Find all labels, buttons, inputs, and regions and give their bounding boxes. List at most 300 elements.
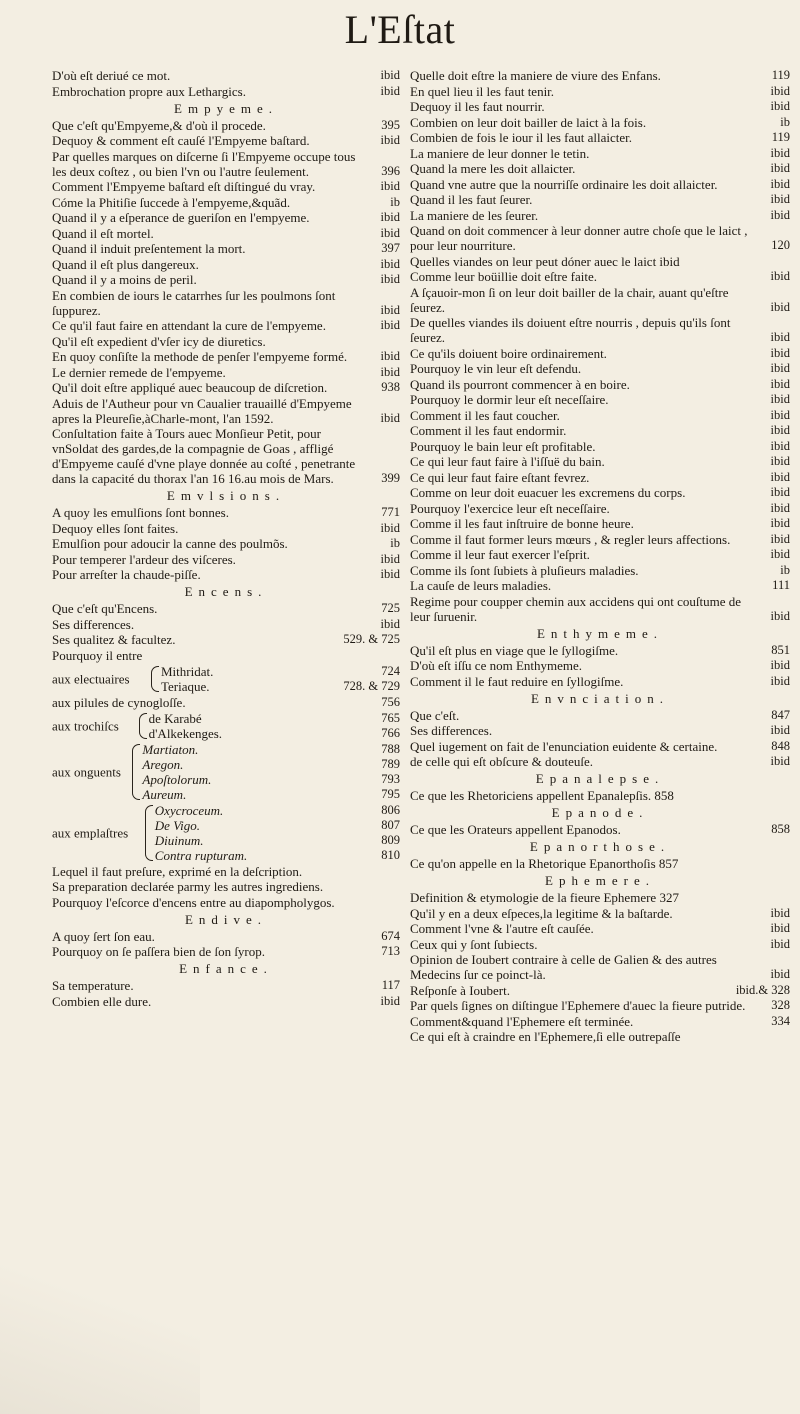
entry-text: Combien on leur doit bailler de laict à la fois. [410, 114, 647, 130]
index-entry [52, 536, 400, 551]
entry-text: D'où eſt deriué ce mot. [52, 68, 171, 83]
page-ref: 789 [381, 756, 400, 771]
page-ref: 713 [381, 944, 400, 958]
index-entry [52, 84, 400, 99]
index-entry [52, 241, 400, 256]
index-entry [52, 648, 400, 663]
page-ref: ibid [770, 723, 790, 737]
group-item [142, 757, 400, 772]
page-ref: ibid [770, 469, 790, 484]
group-item [142, 772, 400, 787]
group-label: aux trochiſcs [52, 718, 119, 733]
page-ref: ibid [770, 299, 790, 314]
index-heading: Enfance. [179, 961, 273, 976]
entry-text: Comme il les faut inſtruire de bonne heure. [410, 516, 634, 531]
page-ref: 396 [381, 163, 400, 178]
page-ref: ibid [770, 754, 790, 768]
entry-text: Que c'eſt qu'Encens. [52, 601, 158, 616]
page-ref: ibid [770, 516, 790, 530]
entry-text: Quel iugement on fait de l'enunciation euidente & certaine. [410, 738, 718, 754]
entry-text: Dequoy & comment eſt cauſé l'Empyeme baſtard. [52, 133, 310, 148]
page-ref: ibid [770, 176, 790, 191]
entry-text: Quelle doit eſtre la maniere de viure des Enfans. [410, 68, 661, 83]
entry-text: Quand vne autre que la nourriſſe ordinaire les doit allaicter. [410, 176, 718, 192]
index-heading: Enthymeme. [536, 625, 664, 641]
entry-text: De quelles viandes ils doiuent eſtre nourris , depuis qu'ils ſont ſeurez. [410, 315, 731, 345]
page-ref: ibid [770, 83, 790, 98]
entry-text: Comment l'Empyeme baſtard eſt diſtingué du vray. [52, 179, 316, 194]
index-entry [52, 695, 400, 710]
index-heading: Epanalepse. [535, 771, 665, 786]
page-ref: 111 [772, 578, 790, 592]
index-heading: Ephemere. [545, 873, 655, 888]
page-ref: 724 [381, 663, 400, 678]
index-group [52, 742, 400, 802]
group-item [142, 787, 400, 802]
page-ref: ib [780, 114, 790, 129]
group-item [149, 726, 400, 741]
entry-text: Comment il les faut endormir. [410, 423, 567, 438]
entry-text: A quoy ſert ſon eau. [52, 928, 155, 944]
index-entry [52, 426, 400, 486]
entry-text: La maniere de leur donner le tetin. [410, 145, 590, 161]
entry-text: Ce qu'ils doiuent boire ordinairement. [410, 345, 607, 361]
index-heading: Epanode. [551, 805, 649, 820]
index-heading: Encens. [184, 584, 268, 599]
index-entry [52, 195, 400, 210]
page-header: L'Eſtat [344, 7, 456, 52]
page-ref: ib [390, 194, 400, 209]
page-fold-shadow [0, 1230, 200, 1414]
index-entry [410, 408, 790, 423]
page-ref: 765 [381, 710, 400, 725]
page-ref: ibid.& 328 [735, 982, 790, 997]
group-items [149, 711, 400, 741]
page-ref: 766 [381, 725, 400, 740]
page-ref: ibid [770, 921, 790, 935]
page-ref: 395 [381, 117, 400, 132]
index-column-right [410, 68, 790, 1045]
page-ref: ibid [770, 161, 790, 175]
index-entry [52, 179, 400, 194]
index-entry [410, 315, 790, 345]
page-ref: ibid [380, 68, 400, 82]
group-item-text: Aureum. [142, 786, 187, 802]
index-entry [52, 226, 400, 241]
index-entry [410, 658, 790, 673]
entry-text: Quand il induit preſentement la mort. [52, 241, 246, 256]
index-entry [410, 594, 790, 624]
entry-text: Par quelles marques on diſcerne ſi l'Empyeme occupe tous les deux coſtez , ou bien l'vn ou l'autre ſeulement. [52, 148, 356, 179]
entry-text: Pour temperer l'ardeur des viſceres. [52, 551, 236, 567]
entry-text: Dequoy il les faut nourrir. [410, 99, 545, 114]
index-entry [410, 485, 790, 500]
entry-text: Quand il y a moins de peril. [52, 272, 197, 287]
page-ref: ibid [770, 207, 790, 222]
page-ref: ibid [380, 520, 400, 535]
group-item-text: Contra rupturam. [154, 847, 248, 863]
page-ref: ibid [380, 256, 400, 271]
entry-text: Pourquoy le bain leur eſt profitable. [410, 438, 596, 454]
index-entry [52, 288, 400, 318]
entry-text: En combien de iours le catarrhes ſur les poulmons ſont ſuppurez. [52, 287, 336, 318]
entry-text: Sa temperature. [52, 978, 134, 993]
index-entry [52, 149, 400, 179]
entry-text: En quoy conſiſte la methode de penſer l'empyeme formé. [52, 349, 348, 364]
entry-text: Conſultation faite à Tours auec Monſieur Petit, pour vnSoldat des gardes,de la compagnie de Goas , affligé d'Empyeme cauſé d'vne playe donnée au coſté , penetrante dans la capacité du thorax l'an 16 16.au mois de Mars. [52, 426, 356, 486]
group-items [161, 664, 400, 694]
entry-text: Comme ils ſont ſubiets à pluſieurs maladies. [410, 562, 639, 578]
index-heading: Empyeme. [174, 100, 278, 116]
group-label: aux onguents [52, 764, 121, 779]
entry-text: A quoy les emulſions ſont bonnes. [52, 505, 229, 520]
index-entry [410, 423, 790, 438]
page-ref: 674 [381, 928, 400, 943]
index-entry [410, 68, 790, 83]
brace-mark [145, 805, 153, 861]
page-ref: 334 [771, 1013, 790, 1028]
index-entry [410, 983, 790, 998]
index-entry [410, 998, 790, 1013]
entry-text: Quand il eſt mortel. [52, 225, 154, 241]
page-ref: ibid [770, 438, 790, 453]
entry-text: Que c'eſt qu'Empyeme,& d'où il procede. [52, 117, 266, 133]
page-ref: ibid [770, 269, 790, 283]
page-ref: ibid [770, 905, 790, 920]
index-heading: Epanorthose. [529, 839, 671, 854]
entry-text: Quand il les faut ſeurer. [410, 192, 533, 207]
entry-text: Ce qui eſt à craindre en l'Ephemere,ſi elle outrepaſſe [410, 1029, 681, 1044]
index-entry [52, 380, 400, 395]
entry-text: Pourquoy l'exercice leur eſt neceſſaire. [410, 500, 610, 516]
entry-text: Ce qui leur faut faire à l'iſſuë du bain. [410, 454, 605, 469]
index-column-left [52, 68, 400, 1009]
page-ref: ib [390, 536, 400, 550]
index-entry [52, 929, 400, 944]
entry-text: Ce qu'il faut faire en attendant la cure de l'empyeme. [52, 318, 326, 333]
index-entry [410, 1029, 790, 1044]
index-entry [410, 578, 790, 593]
index-entry [52, 505, 400, 520]
index-heading: Endive. [184, 911, 268, 927]
index-entry [410, 532, 790, 547]
group-item [161, 679, 400, 694]
entry-text: aux pilules de cynogloſſe. [52, 694, 186, 710]
page-ref: ibid [380, 318, 400, 332]
entry-text: Comme on leur doit euacuer les excremens du corps. [410, 485, 686, 500]
index-entry [410, 674, 790, 689]
page-ref: 728. & 729 [343, 678, 400, 693]
page-ref: 771 [381, 505, 400, 519]
entry-text: Quand il eſt plus dangereux. [52, 256, 199, 272]
entry-text: Ses differences. [52, 616, 135, 632]
entry-text: Pourquoy il entre [52, 647, 143, 663]
entry-text: Pourquoy le vin leur eſt defendu. [410, 361, 582, 376]
entry-text: Regime pour coupper chemin aux accidens qui ont couſtume de leur ſuruenir. [410, 593, 742, 624]
page-ref: ibid [380, 272, 400, 286]
index-entry [410, 643, 790, 658]
entry-text: Comment il le faut reduire en ſyllogiſme. [410, 673, 624, 689]
entry-text: Quand il y a eſperance de gueriſon en l'empyeme. [52, 210, 310, 225]
index-entry [410, 454, 790, 469]
entry-text: Pourquoy on ſe paſſera bien de ſon ſyrop. [52, 944, 266, 959]
index-entry [52, 68, 400, 83]
entry-text: de celle qui eſt obſcure & douteuſe. [410, 754, 594, 769]
group-item [149, 711, 400, 726]
entry-text: Comme il leur faut exercer l'eſprit. [410, 547, 590, 562]
index-entry [410, 952, 790, 982]
entry-text: D'où eſt iſſu ce nom Enthymeme. [410, 658, 583, 673]
page-ref: ibid [380, 83, 400, 98]
entry-text: Qu'il eſt expedient d'vſer icy de diuretics. [52, 333, 266, 349]
entry-text: Quand la mere les doit allaicter. [410, 161, 576, 176]
page-ref: ibid [770, 392, 790, 406]
index-entry [52, 334, 400, 349]
group-item [155, 848, 400, 863]
entry-text: Ce que les Orateurs appellent Epanodos. [410, 822, 621, 837]
page-ref: ibid [380, 349, 400, 363]
page-ref: 529. & 725 [343, 632, 400, 646]
index-entry [410, 161, 790, 176]
page-ref: 120 [771, 238, 790, 252]
entry-text: Comment&quand l'Ephemere eſt terminée. [410, 1013, 634, 1029]
entry-text: Combien de fois le iour il les faut allaicter. [410, 130, 633, 145]
entry-text: Qu'il eſt plus en viage que le ſyllogiſme. [410, 642, 619, 658]
index-entry [410, 937, 790, 952]
page-ref: 810 [381, 847, 400, 862]
index-entry [52, 864, 400, 879]
page-ref: ibid [380, 616, 400, 631]
entry-text: Par quels ſignes on diſtingue l'Ephemere d'auec la fieure putride. [410, 998, 746, 1013]
group-item [161, 664, 400, 679]
entry-text: Embrochation propre aux Lethargics. [52, 83, 246, 99]
entry-text: Ses differences. [410, 723, 493, 738]
index-entry [410, 208, 790, 223]
page-ref: 117 [381, 978, 400, 992]
page-ref: ibid [770, 145, 790, 160]
page-ref: ibid [770, 407, 790, 422]
index-entry [410, 739, 790, 754]
index-entry [52, 318, 400, 333]
page-ref: ibid [380, 179, 400, 193]
page-ref: ibid [770, 658, 790, 672]
entry-text: Dequoy elles ſont faites. [52, 520, 179, 536]
group-item-text: Teriaque. [161, 678, 210, 694]
index-entry [52, 133, 400, 148]
page-ref: ibid [380, 551, 400, 566]
index-entry [410, 822, 790, 837]
entry-text: Opinion de Ioubert contraire à celle de Galien & des autres Medecins ſur ce poinct-là. [410, 952, 717, 982]
group-items [155, 803, 400, 863]
group-item-text: de Karabé [148, 710, 202, 726]
page-ref: ibid [380, 410, 400, 425]
index-entry [410, 223, 790, 253]
page-ref: 806 [381, 802, 400, 817]
index-entry [410, 192, 790, 207]
group-label: aux emplaſtres [52, 825, 129, 840]
entry-text: Comme leur boüillie doit eſtre faite. [410, 269, 598, 284]
page-ref: 397 [381, 241, 400, 255]
page-ref: ibid [770, 547, 790, 561]
entry-text: Lequel il faut preſure, exprimé en la deſcription. [52, 863, 303, 879]
entry-text: Comme il faut former leurs mœurs , & regler leurs affections. [410, 531, 731, 547]
index-entry [410, 516, 790, 531]
index-entry [52, 617, 400, 632]
group-items [142, 742, 400, 802]
index-entry [52, 257, 400, 272]
index-entry [52, 210, 400, 225]
entry-text: Ce qui leur faut faire eſtant fevrez. [410, 469, 590, 485]
group-item-text: Oxycroceum. [154, 802, 224, 818]
entry-text: Ce qu'on appelle en la Rhetorique Epanorthoſis 857 [410, 856, 679, 871]
index-entry [410, 788, 790, 803]
page-ref: 725 [381, 601, 400, 615]
page-ref: ibid [770, 330, 790, 344]
index-group [52, 664, 400, 694]
group-item [155, 803, 400, 818]
index-entry [52, 978, 400, 993]
page-ref: 119 [771, 130, 790, 144]
page-ref: ibid [770, 376, 790, 391]
page-ref: ibid [380, 225, 400, 240]
page-ref: ibid [770, 531, 790, 546]
entry-text: Sa preparation declarée parmy les autres ingrediens. [52, 879, 324, 894]
index-entry [410, 115, 790, 130]
page-ref: ib [780, 562, 790, 577]
index-entry [410, 377, 790, 392]
entry-text: Pour arreſter la chaude-piſſe. [52, 567, 201, 582]
index-entry [410, 856, 790, 871]
page-ref: 756 [381, 694, 400, 709]
page-ref: ibid [770, 99, 790, 113]
entry-text: Cóme la Phitiſie ſuccede à l'empyeme,&quãd. [52, 194, 291, 210]
page-ref: 809 [381, 832, 400, 847]
index-entry [410, 269, 790, 284]
group-item [155, 818, 400, 833]
index-entry [410, 470, 790, 485]
brace-mark [132, 744, 140, 800]
index-entry [52, 601, 400, 616]
index-entry [410, 890, 790, 905]
index-entry [410, 723, 790, 738]
index-entry [410, 346, 790, 361]
index-entry [52, 349, 400, 364]
index-entry [52, 895, 400, 910]
index-entry [410, 501, 790, 516]
group-item-text: Aregon. [142, 756, 184, 772]
page-ref: 795 [381, 786, 400, 801]
page-ref: ibid [380, 993, 400, 1008]
group-item [142, 742, 400, 757]
page-ref: ibid [380, 567, 400, 581]
index-entry [410, 906, 790, 921]
entry-text: Emulſion pour adoucir la canne des poulmõs. [52, 536, 288, 551]
group-item-text: Apoſtolorum. [142, 771, 212, 787]
page-ref: ibid [770, 936, 790, 951]
page-ref: ibid [770, 361, 790, 375]
index-entry [52, 118, 400, 133]
index-entry [410, 285, 790, 315]
index-entry [410, 146, 790, 161]
index-entry [52, 272, 400, 287]
index-entry [52, 879, 400, 894]
entry-text: Reſponſe à Ioubert. [410, 982, 510, 998]
page-ref: ibid [770, 967, 790, 981]
page-ref: ibid [770, 192, 790, 206]
entry-text: Que c'eſt. [410, 707, 460, 723]
index-entry [410, 708, 790, 723]
entry-text: Quand ils pourront commencer à en boire. [410, 376, 630, 392]
entry-text: Quelles viandes on leur peut dóner auec le laict ibid [410, 253, 680, 269]
page-ref: ibid [770, 454, 790, 468]
index-entry [410, 547, 790, 562]
index-entry [52, 521, 400, 536]
page-ref: ibid [770, 485, 790, 499]
group-item-text: Mithridat. [161, 663, 214, 679]
group-item-text: Diuinum. [154, 832, 204, 848]
entry-text: Aduis de l'Autheur pour vn Caualier trauaillé d'Empyeme apres la Pleureſie,àCharle-mont, l'an 1592. [52, 395, 352, 426]
index-entry [52, 632, 400, 647]
page-ref: 788 [381, 741, 400, 756]
entry-text: Le dernier remede de l'empyeme. [52, 364, 226, 380]
group-item-text: Martiaton. [142, 741, 199, 757]
index-entry [52, 396, 400, 426]
page-ref: 807 [381, 817, 400, 832]
page-ref: 847 [771, 707, 790, 722]
index-entry [52, 552, 400, 567]
page-ref: ibid [770, 423, 790, 437]
index-entry [410, 754, 790, 769]
index-entry [410, 921, 790, 936]
page-ref: 328 [771, 998, 790, 1012]
page-ref: 793 [381, 771, 400, 786]
index-entry [410, 254, 790, 269]
entry-text: Qu'il doit eſtre appliqué auec beaucoup de diſcretion. [52, 380, 328, 395]
page-ref: ibid [770, 500, 790, 515]
page-ref: ibid [380, 210, 400, 224]
entry-text: Comment l'vne & l'autre eſt cauſée. [410, 921, 594, 936]
brace-mark [139, 713, 147, 739]
page-ref: 938 [381, 380, 400, 394]
index-entry [52, 944, 400, 959]
index-heading: Envnciation. [530, 690, 670, 706]
group-label: aux electuaires [52, 671, 130, 686]
index-group [52, 711, 400, 741]
index-heading: Emvlsions. [166, 488, 286, 503]
page-ref: 399 [381, 471, 400, 485]
entry-text: Combien elle dure. [52, 993, 152, 1009]
index-entry [410, 99, 790, 114]
entry-text: En quel lieu il les faut tenir. [410, 83, 555, 99]
group-item [155, 833, 400, 848]
entry-text: Quand on doit commencer à leur donner autre choſe que le laict , pour leur nourriture. [410, 223, 748, 253]
entry-text: Comment il les faut coucher. [410, 407, 560, 423]
index-entry [410, 392, 790, 407]
index-entry [52, 994, 400, 1009]
entry-text: La cauſe de leurs maladies. [410, 578, 552, 593]
group-item-text: De Vigo. [154, 817, 201, 833]
index-entry [410, 563, 790, 578]
page-ref: ibid [770, 345, 790, 360]
entry-text: A ſçauoir-mon ſi on leur doit bailler de la chair, auant qu'eſtre ſeurez. [410, 284, 729, 315]
page-ref: ibid [380, 364, 400, 379]
entry-text: Definition & etymologie de la fieure Ephemere 327 [410, 890, 679, 905]
index-entry [410, 177, 790, 192]
index-entry [410, 130, 790, 145]
entry-text: Qu'il y en a deux eſpeces,la legitime & la baſtarde. [410, 905, 673, 921]
index-group [52, 803, 400, 863]
page-ref: 851 [771, 642, 790, 657]
